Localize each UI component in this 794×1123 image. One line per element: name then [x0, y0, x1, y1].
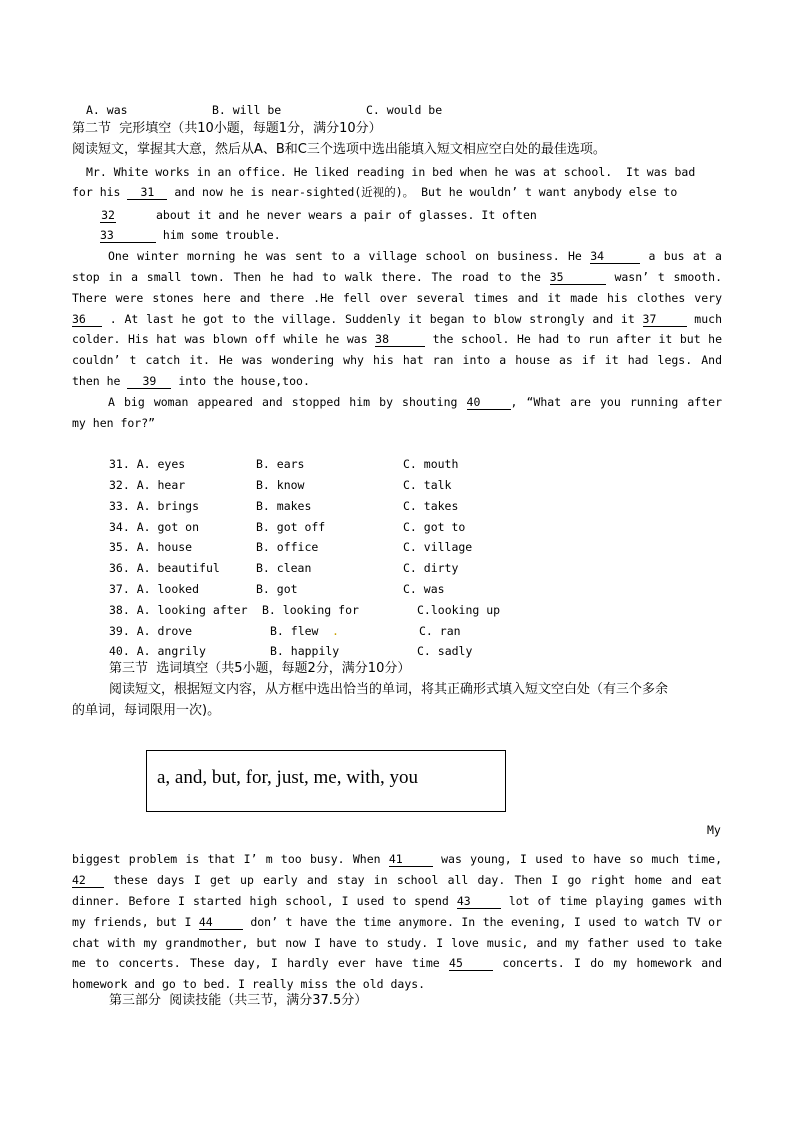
question-row: 39. A. drove	[109, 624, 193, 638]
blank-34[interactable]: 34	[590, 250, 640, 264]
question-option-b[interactable]: B. flew	[270, 624, 319, 638]
part3-title: 第三部分 阅读技能（共三节，满分37.5分）	[109, 993, 368, 1008]
blank-32[interactable]: 32	[101, 208, 115, 222]
question-option-b[interactable]: B. clean	[256, 561, 312, 575]
blank-44[interactable]: 44	[199, 916, 243, 930]
blank-39[interactable]: 39	[127, 375, 171, 389]
question-row: 35. A. house	[109, 540, 193, 554]
blank-42[interactable]: 42	[72, 874, 104, 888]
prev-option-a: A. was	[86, 103, 128, 117]
question-option-b[interactable]: B. got	[256, 582, 298, 596]
question-option-b[interactable]: B. ears	[256, 457, 305, 471]
question-option-c[interactable]: C. talk	[403, 478, 452, 492]
passage1-p2-line7: then he 39 into the house,too.	[72, 374, 310, 388]
passage2-line5: chat with my grandmother, but now I have to study. I love music, and my father used to take	[72, 936, 722, 950]
stray-dot-mark: .	[332, 624, 339, 638]
section2-instruction: 阅读短文，掌握其大意，然后从A、B和C三个选项中选出能填入短文相应空白处的最佳选项。	[72, 142, 606, 157]
question-row: 32. A. hear	[109, 478, 186, 492]
blank-31[interactable]: 31	[127, 186, 167, 200]
passage1-line4: 33 him some trouble.	[100, 228, 281, 242]
blank-43[interactable]: 43	[457, 895, 501, 909]
question-option-c[interactable]: C. dirty	[403, 561, 459, 575]
question-option-c[interactable]: C.looking up	[417, 603, 501, 617]
question-option-c[interactable]: C. got to	[403, 520, 466, 534]
passage1-p2-line1: One winter morning he was sent to a village school on business. He 34 a bus at a	[108, 249, 722, 263]
passage2-line1: biggest problem is that I’ m too busy. When 41 was young, I used to have so much time,	[72, 852, 722, 866]
question-option-c[interactable]: C. mouth	[403, 457, 459, 471]
question-option-c[interactable]: C. sadly	[417, 644, 473, 658]
section2-title: 第二节 完形填空（共10小题，每题1分，满分10分）	[72, 121, 382, 136]
passage1-line2: for his 31 and now he is near-sighted(近视的)。 But he wouldn’ t want anybody else to	[72, 185, 678, 199]
section3-instruction-line2: 的单词，每词限用一次)。	[72, 703, 221, 718]
passage2-line3: dinner. Before I started high school, I used to spend 43 lot of time playing games with	[72, 894, 723, 908]
question-option-b[interactable]: B. office	[256, 540, 319, 554]
blank-45[interactable]: 45	[449, 957, 493, 971]
question-option-b[interactable]: B. got off	[256, 520, 326, 534]
passage1-p3-line2: my hen for?”	[72, 416, 156, 430]
question-row: 34. A. got on	[109, 520, 200, 534]
question-row: 38. A. looking after	[109, 603, 248, 617]
passage2-line7: homework and go to bed. I really miss the old days.	[72, 977, 426, 991]
word-box	[146, 750, 506, 812]
passage2-line4: my friends, but I 44 don’ t have the time anymore. In the evening, I used to watch TV or	[72, 915, 723, 929]
passage1-line1: Mr. White works in an office. He liked reading in bed when he was at school. It was bad	[86, 165, 696, 179]
question-option-c[interactable]: C. village	[403, 540, 473, 554]
passage1-p2-line6: couldn’ t catch it. He was wondering why his hat ran into a house as if it had legs. And	[72, 353, 722, 367]
question-option-b[interactable]: B. looking for	[262, 603, 359, 617]
question-row: 33. A. brings	[109, 499, 200, 513]
question-option-b[interactable]: B. makes	[256, 499, 312, 513]
question-row: 40. A. angrily	[109, 644, 206, 658]
question-row: 31. A. eyes	[109, 457, 186, 471]
passage2-line2: 42 these days I get up early and stay in school all day. Then I go right home and eat	[72, 873, 722, 887]
word-box-words: a, and, but, for, just, me, with, you	[157, 767, 418, 788]
blank-33[interactable]: 33	[100, 229, 156, 243]
prev-option-b: B. will be	[212, 103, 282, 117]
passage1-p2-line4: 36 . At last he got to the village. Suddenly it began to blow strongly and it 37 much	[72, 312, 722, 326]
passage1-p2-line2: stop in a small town. Then he had to walk there. The road to the 35 wasn’ t smooth.	[72, 270, 722, 284]
passage1-p3-line1: A big woman appeared and stopped him by shouting 40 , “What are you running after	[108, 395, 722, 409]
prev-option-c: C. would be	[366, 103, 443, 117]
question-option-b[interactable]: B. happily	[270, 644, 340, 658]
passage2-line6: me to concerts. These day, I hardly ever have time 45 concerts. I do my homework and	[72, 956, 722, 970]
passage2-start: My	[707, 823, 721, 837]
question-row: 36. A. beautiful	[109, 561, 220, 575]
blank-37[interactable]: 37	[643, 313, 687, 327]
blank-35[interactable]: 35	[550, 271, 606, 285]
section3-instruction-line1: 阅读短文，根据短文内容，从方框中选出恰当的单词，将其正确形式填入短文空白处（有三个多余	[109, 682, 669, 697]
blank-36[interactable]: 36	[72, 313, 102, 327]
blank-40[interactable]: 40	[467, 396, 511, 410]
passage1-p2-line3: There were stones here and there .He fell over several times and it made his clothes very	[72, 291, 722, 305]
blank-38[interactable]: 38	[375, 333, 425, 347]
question-option-c[interactable]: C. was	[403, 582, 445, 596]
section3-title: 第三节 选词填空（共5小题，每题2分，满分10分）	[109, 661, 411, 676]
question-row: 37. A. looked	[109, 582, 200, 596]
question-option-c[interactable]: C. ran	[419, 624, 461, 638]
passage1-line3: 32 about it and he never wears a pair of glasses. It often	[101, 208, 537, 222]
blank-41[interactable]: 41	[389, 853, 433, 867]
question-option-b[interactable]: B. know	[256, 478, 305, 492]
passage1-p2-line5: colder. His hat was blown off while he was 38 the school. He had to run after it but he	[72, 332, 722, 346]
question-option-c[interactable]: C. takes	[403, 499, 459, 513]
